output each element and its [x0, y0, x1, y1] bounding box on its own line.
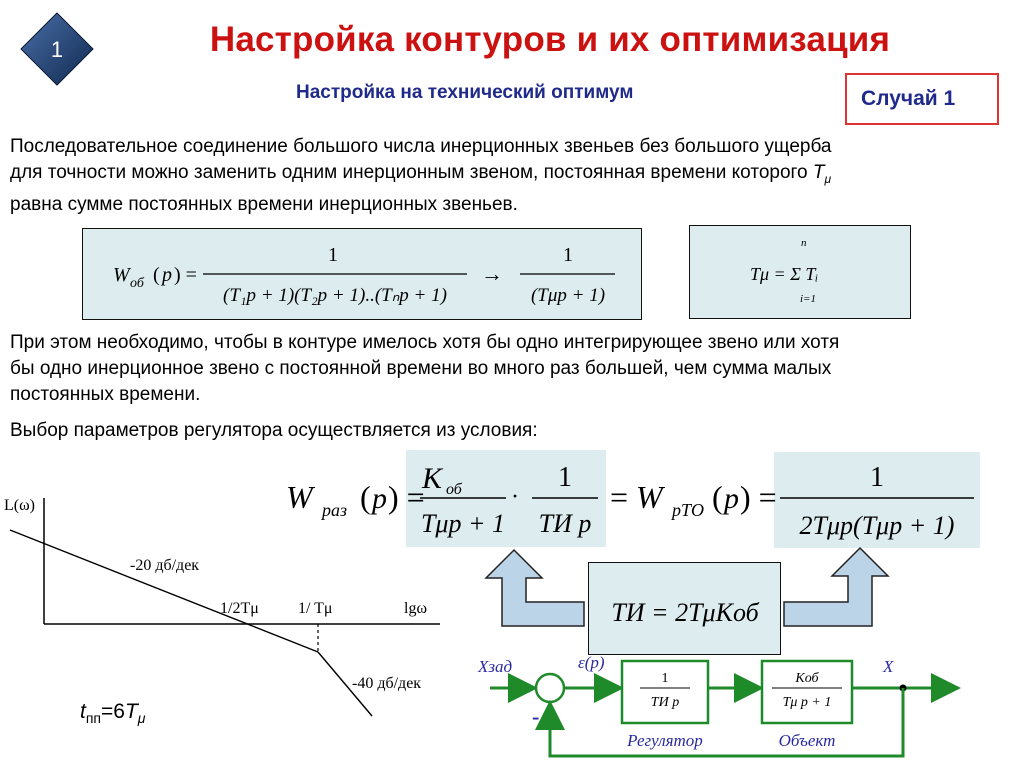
svg-text:i=1: i=1 [800, 293, 816, 305]
paragraph-1-line-1: Последовательное соединение большого числа инерционных звеньев без большого ущерба [10, 136, 832, 157]
svg-text:W: W [113, 264, 130, 286]
svg-text:) =: ) = [740, 479, 777, 515]
svg-text:раз: раз [322, 500, 348, 520]
svg-text:1: 1 [661, 671, 669, 686]
svg-text:(T₁p + 1)(T₂p + 1)..(Tₙp + 1): (T₁p + 1)(T₂p + 1)..(Tₙp + 1) [223, 285, 447, 306]
bode-tick-2: 1/ Tμ [298, 600, 333, 617]
paragraph-1-line-2-text: для точности можно заменить одним инерционным звеном, постоянная времени которого [10, 162, 808, 183]
bode-tick-1: 1/2Tμ [220, 600, 259, 617]
bd-output-label: X [883, 657, 894, 676]
bode-x-label: lgω [404, 600, 427, 617]
svg-text:1: 1 [328, 244, 338, 266]
bode-slope-1: -20 дб/дек [130, 557, 200, 574]
arrow-right-up-icon [780, 540, 890, 640]
svg-text:1: 1 [563, 244, 573, 266]
settling-time: $t_{пп}=6T_\mu$ [80, 700, 146, 727]
paragraph-2-line-2: бы одно инерционное звено с постоянной времени во много раз большей, чем сумма малых [10, 358, 832, 379]
formula-t-mu-sum [690, 226, 912, 320]
block-diagram [470, 650, 1020, 765]
svg-text:TИ = 2TμKоб: TИ = 2TμKоб [611, 598, 759, 627]
bode-y-label: L(ω) [4, 497, 35, 514]
bode-slope-2: -40 дб/дек [352, 675, 422, 692]
svg-text:(: ( [712, 479, 723, 515]
bd-regulator-label: Регулятор [627, 731, 703, 750]
svg-text:TИ p: TИ p [538, 509, 592, 538]
case-label: Случай 1 [845, 73, 999, 125]
svg-text:K: K [422, 462, 443, 495]
bd-input-label: Xзад [478, 657, 513, 676]
svg-text:Tμp + 1: Tμp + 1 [420, 509, 506, 538]
svg-text:1: 1 [558, 462, 572, 493]
formula-t-i [589, 563, 782, 656]
svg-text:W: W [636, 479, 663, 515]
bode-plot [0, 488, 460, 718]
page-title: Настройка контуров и их оптимизация [209, 20, 891, 59]
svg-text:) =: ) = [174, 264, 197, 286]
bd-error-label: ε(p) [578, 653, 605, 672]
svg-text:Tμ p + 1: Tμ p + 1 [782, 695, 832, 710]
svg-text:p: p [724, 482, 739, 515]
svg-text:·: · [511, 484, 519, 510]
svg-text:об: об [130, 276, 144, 291]
formula-box-w-ob [82, 228, 642, 320]
svg-text:p: p [162, 264, 172, 286]
paragraph-2 [10, 330, 1015, 408]
paragraph-1-line-3: равна сумме постоянных времени инерционных звеньев. [10, 193, 518, 215]
bd-minus-sign: - [532, 704, 540, 729]
svg-text:(: ( [360, 479, 371, 515]
bd-summing-junction [536, 674, 564, 702]
svg-text:Kоб: Kоб [795, 671, 819, 686]
arrow-left-up-icon [484, 540, 594, 640]
paragraph-1-line-2: для точности можно заменить одним инерционным звеном, постоянная времени которого $T_\mu$ [10, 162, 832, 186]
subtitle: Настройка на технический оптимум [296, 82, 634, 103]
svg-text:(: ( [153, 264, 160, 286]
formula-box-t-mu [689, 225, 911, 319]
paragraph-2-line-1: При этом необходимо, чтобы в контуре имелось хотя бы одно интегрирующее звено или хотя [10, 332, 840, 353]
svg-text:=: = [610, 479, 629, 515]
slide-number: 1 [50, 37, 64, 62]
svg-text:W: W [286, 479, 313, 515]
paragraph-3: Выбор параметров регулятора осуществляется из условия: [10, 420, 538, 441]
paragraph-1 [10, 134, 1015, 218]
slide-number-badge [18, 10, 96, 88]
svg-text:(Tμp + 1): (Tμp + 1) [530, 285, 606, 306]
svg-text:n: n [801, 237, 807, 249]
svg-text:) =: ) = [388, 479, 425, 515]
svg-text:рТО: рТО [672, 500, 705, 520]
paragraph-2-line-3: постоянных времени. [10, 384, 201, 405]
formula-w-ob [83, 229, 643, 321]
svg-text:1: 1 [870, 462, 884, 493]
svg-text:2Tμp(Tμp + 1): 2Tμp(Tμp + 1) [799, 511, 955, 540]
bd-object-label: Объект [778, 731, 836, 750]
svg-text:TИ p: TИ p [650, 695, 680, 710]
formula-box-t-i [588, 562, 781, 655]
svg-text:→: → [481, 261, 503, 286]
bode-line-segment-1 [10, 530, 318, 652]
svg-text:об: об [446, 481, 462, 498]
svg-text:Tμ = Σ Tᵢ: Tμ = Σ Tᵢ [750, 264, 819, 284]
svg-text:p: p [372, 482, 387, 515]
